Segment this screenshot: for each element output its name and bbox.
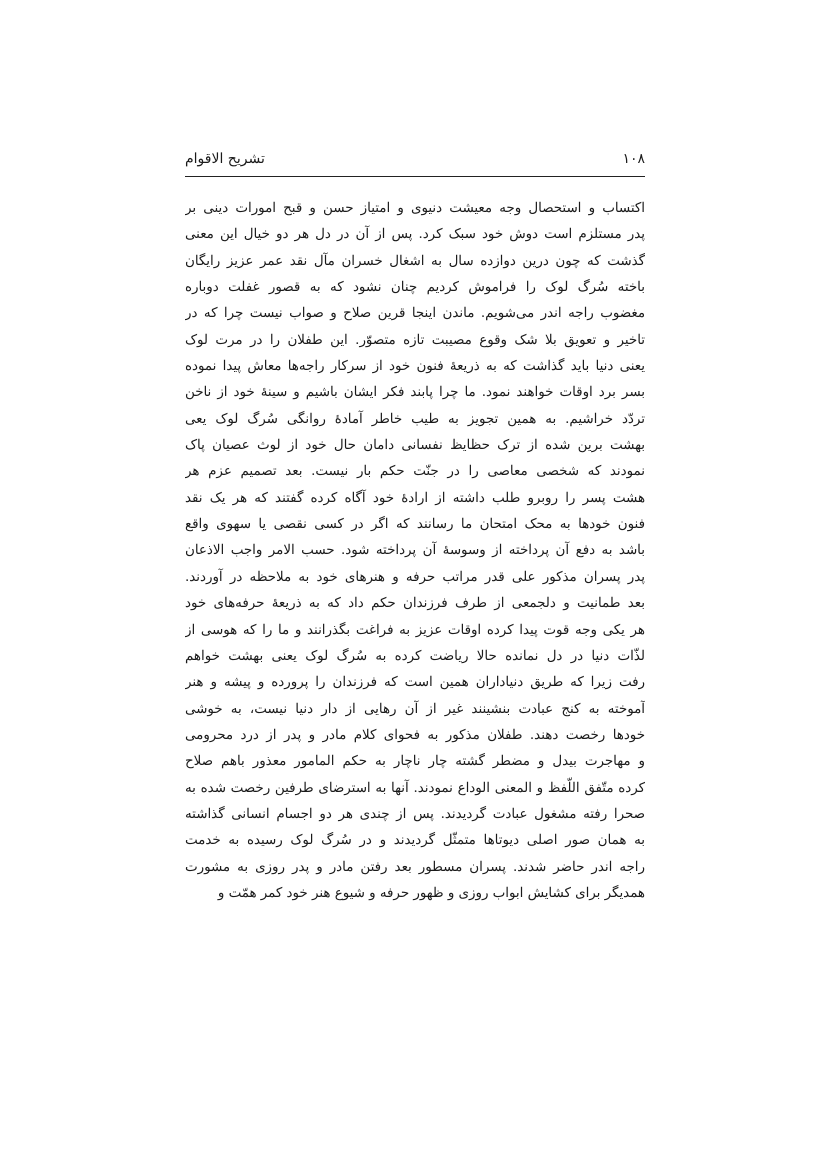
text-line: خودها رخصت دهند. طفلان مذکور به فحوای کلام مادر و پدر از درد محرومی <box>185 727 645 743</box>
header-rule <box>185 176 645 177</box>
text-line: لذّات دنیا در دل نمانده حالا ریاضت کرده به سُرگ لوک یعنی بهشت خواهم <box>185 648 645 664</box>
page-number: ۱۰۸ <box>622 151 645 167</box>
text-line: هر یکی وجه قوت پیدا کرده اوقات عزیز به فراغت بگذرانند و ما را که هوسی از <box>185 622 645 638</box>
running-title: تشریح الاقوام <box>185 151 265 167</box>
running-header <box>185 149 645 171</box>
text-line: بهشت برین شده از ترک حظایظ نفسانی دامان حال خود از لوث عصیان پاک <box>185 438 645 454</box>
text-line: رفت زیرا که طریق دنیاداران همین است که فرزندان را پرورده و پیشه و هنر <box>185 675 645 691</box>
text-line: به همان صور اصلی دیوتاها متمثّل گردیدند و در سُرگ لوک رسیده به خدمت <box>185 833 645 849</box>
text-line: هشت پسر را روبرو طلب داشته از ارادهٔ خود آگاه کرده گفتند که هر یک نقد <box>185 490 645 506</box>
text-line: بسر برد اوقات خواهند نمود. ما چرا پابند فکر ایشان باشیم و سینهٔ خود از ناخن <box>185 385 645 401</box>
text-line: بعد طمانیت و دلجمعی از طرف فرزندان حکم داد که به ذریعهٔ حرفه‌های خود <box>185 596 645 612</box>
text-line: راجه اندر حاضر شدند. پسران مسطور بعد رفتن مادر و پدر روزی به مشورت <box>185 859 645 875</box>
text-line: صحرا رفته مشغول عبادت گردیدند. پس از چندی هر دو اجسام انسانی گذاشته <box>185 806 645 822</box>
text-line: یعنی دنیا باید گذاشت که به ذریعهٔ فنون خود از سرکار راجه‌ها معاش پیدا نموده <box>185 359 645 375</box>
text-line: تاخیر و تعویق بلا شک وقوع مصیبت تازه متصوّر. این طفلان را در مرت لوک <box>185 332 645 348</box>
text-line: کرده متّفق اللّفظ و المعنی الوداع نمودند. آنها به استرضای طرفین رخصت شده به <box>185 780 645 796</box>
text-line: و مهاجرت بیدل و مضطر گشته چار ناچار به حکم المامور معذور باهم صلاح <box>185 754 645 770</box>
text-line: نمودند که شخصی معاصی را در جنّت حکم بار نیست. بعد تصمیم عزم هر <box>185 464 645 480</box>
text-line: باشد به دفع آن پرداخته از وسوسهٔ آن پرداخته شود. حسب الامر واجب الاذعان <box>185 543 645 559</box>
text-line: فنون خودها به محک امتحان ما رسانند که اگر در کسی نقصی یا سهوی واقع <box>185 517 645 533</box>
text-line: اکتساب و استحصال وجه معیشت دنیوی و امتیاز حسن و قبح امورات دینی بر <box>185 201 645 216</box>
body-text <box>185 196 645 907</box>
text-line: گذشت که چون درین دوازده سال به اشغال خسران مآل نقد عمر عزیز رایگان <box>185 253 645 269</box>
text-line: مغضوب راجه اندر می‌شویم. ماندن اینجا قرین صلاح و صواب نیست چرا که در <box>185 306 645 322</box>
text-line: تردّد خراشیم. به همین تجویز به طیب خاطر آمادهٔ روانگی سُرگ لوک یعی <box>185 411 645 427</box>
text-line: باخته سُرگ لوک را فراموش کردیم چنان نشود که به قصور غفلت دوباره <box>185 280 645 296</box>
text-line: پدر مستلزم است دوش خود سبک کرد. پس از آن در دل هر دو خیال این معنی <box>185 227 645 243</box>
text-line: پدر پسران مذکور علی قدر مراتب حرفه و هنرهای خود به ملاحظه در آوردند. <box>185 569 645 585</box>
text-line: آموخته به کنج عبادت بنشینند غیر از آن رهایی از دار دنیا نیست، به خوشی <box>185 701 645 717</box>
text-line: همدیگر برای کشایش ابواب روزی و ظهور حرفه و شیوع هنر خود کمر همّت و <box>217 885 645 901</box>
